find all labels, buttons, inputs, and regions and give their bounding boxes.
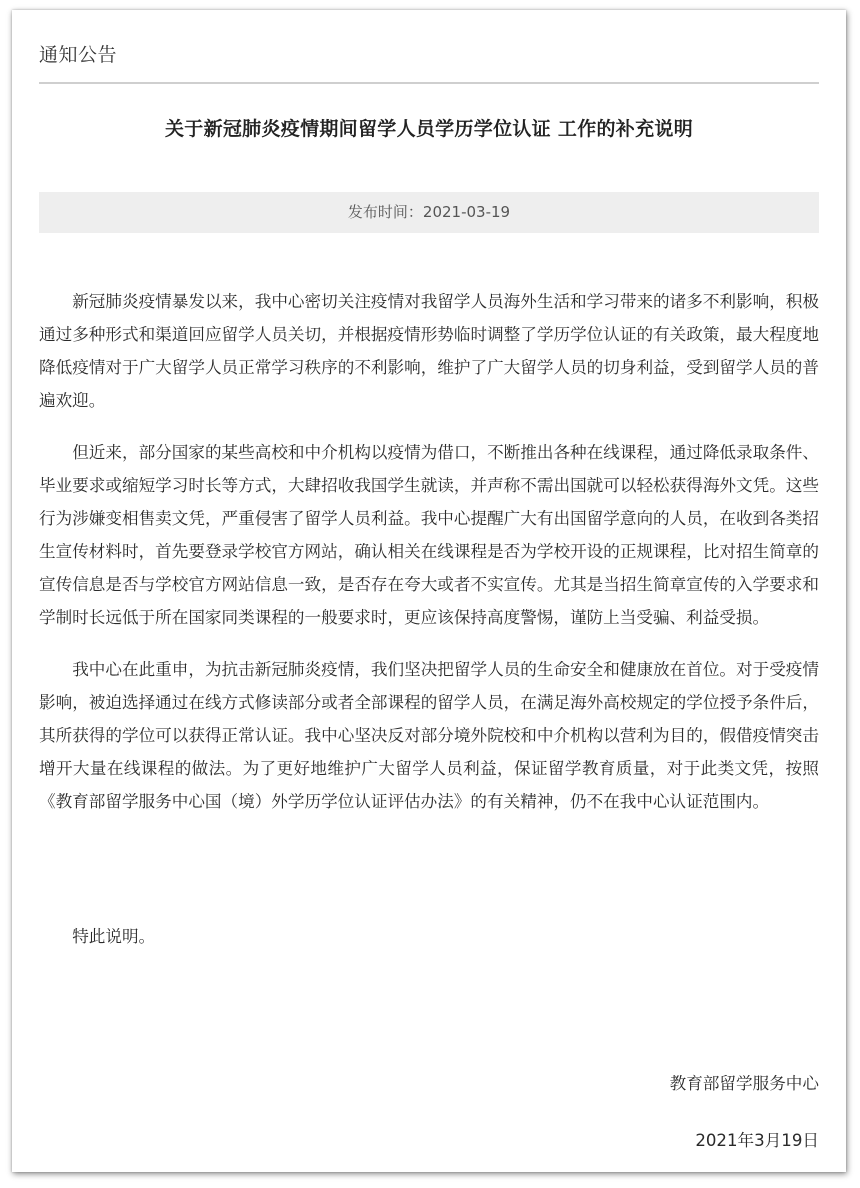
article-paragraph: 但近来，部分国家的某些高校和中介机构以疫情为借口，不断推出各种在线课程，通过降低录取条件、毕业要求或缩短学习时长等方式，大肆招收我国学生就读，并声称不需出国就可以轻松获得海外文凭。这些行为涉嫌变相售卖文凭，严重侵害了留学人员利益。我中心提醒广大有出国留学意向的人员，在收到各类招生宣传材料时，首先要登录学校官方网站，确认相关在线课程是否为学校开设的正规课程，比对招生简章的宣传信息是否与学校官方网站信息一致，是否存在夸大或者不实宣传。尤其是当招生简章宣传的入学要求和学制时长远低于所在国家同类课程的一般要求时，更应该保持高度警惕，谨防上当受骗、利益受损。 — [39, 443, 819, 627]
category-heading: 通知公告 — [39, 44, 118, 66]
article-body — [39, 285, 819, 837]
closing-remark: 特此说明。 — [72, 927, 156, 946]
article-title: 关于新冠肺炎疫情期间留学人员学历学位认证 工作的补充说明 — [164, 118, 694, 140]
article-paragraph: 新冠肺炎疫情暴发以来，我中心密切关注疫情对我留学人员海外生活和学习带来的诸多不利影响，积极通过多种形式和渠道回应留学人员关切，并根据疫情形势临时调整了学历学位认证的有关政策，最大程度地降低疫情对于广大留学人员正常学习秩序的不利影响，维护了广大留学人员的切身利益，受到留学人员的普遍欢迎。 — [39, 292, 819, 410]
publish-date-bar — [39, 192, 819, 233]
issuing-organization: 教育部留学服务中心 — [669, 1074, 819, 1093]
header-divider — [39, 82, 819, 84]
notice-page — [12, 10, 846, 1172]
signature-date: 2021年3月19日 — [695, 1131, 819, 1150]
article-paragraph: 我中心在此重申，为抗击新冠肺炎疫情，我们坚决把留学人员的生命安全和健康放在首位。对于受疫情影响，被迫选择通过在线方式修读部分或者全部课程的留学人员，在满足海外高校规定的学位授予条件后，其所获得的学位可以获得正常认证。我中心坚决反对部分境外院校和中介机构以营利为目的，假借疫情突击增开大量在线课程的做法。为了更好地维护广大留学人员利益，保证留学教育质量，对于此类文凭，按照《教育部留学服务中心国（境）外学历学位认证评估办法》的有关精神，仍不在我中心认证范围内。 — [39, 660, 819, 811]
publish-date: 发布时间：2021-03-19 — [347, 203, 511, 221]
